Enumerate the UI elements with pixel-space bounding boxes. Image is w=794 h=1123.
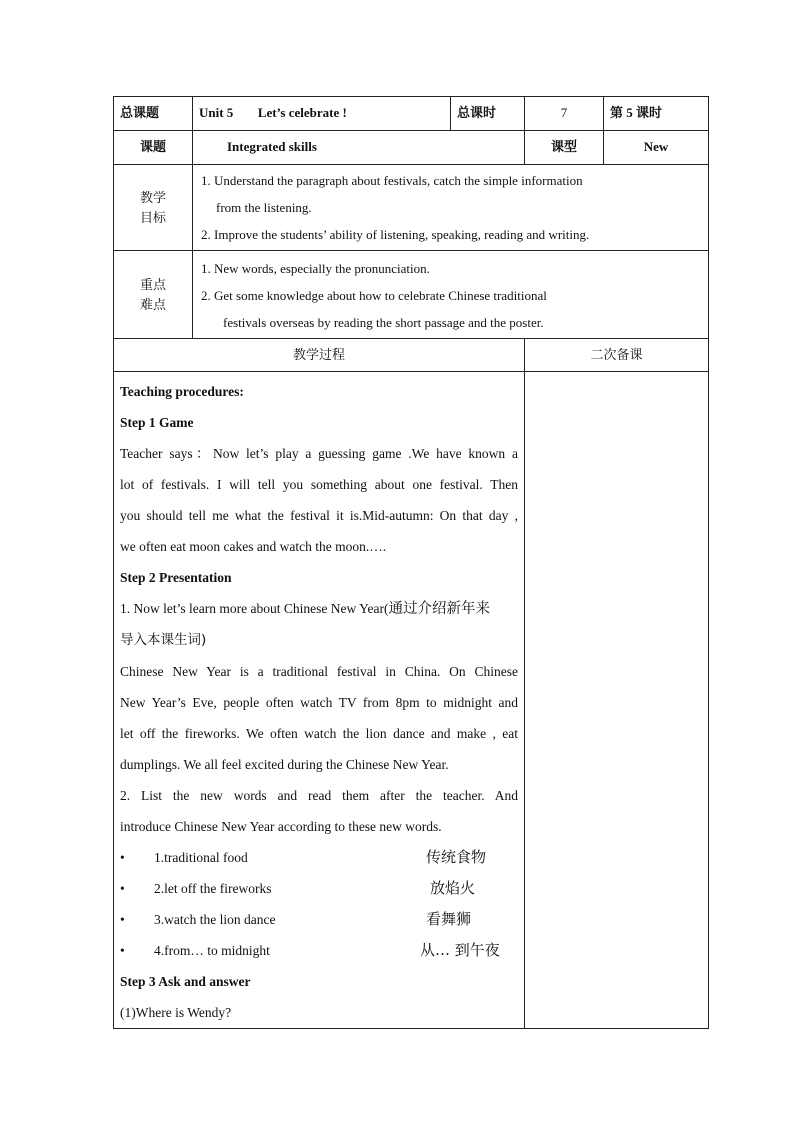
process-content	[114, 372, 525, 1029]
passage-line: New Year’s Eve, people often watch TV from 8pm to midnight and	[120, 695, 518, 710]
vocab-chinese: 看舞狮	[426, 909, 472, 928]
vocab-item	[120, 842, 518, 873]
objectives-label-line-1: 教学	[139, 189, 166, 205]
passage-line: let off the fireworks. We often watch the lion dance and make , eat	[120, 726, 518, 741]
step-1-line: lot of festivals. I will tell you something about one festival. Then	[120, 477, 518, 492]
bullet-icon: •	[120, 849, 125, 865]
notes-label: 二次备课	[525, 339, 709, 372]
topic-label: 课题	[114, 131, 193, 165]
step-2-title: Step 2 Presentation	[120, 570, 232, 585]
bullet-icon: •	[120, 880, 125, 896]
period-label: 第 5 课时	[604, 97, 709, 131]
step-1-line: you should tell me what the festival it is.Mid-autumn: On that day ,	[120, 508, 518, 523]
passage-line: dumplings. We all feel excited during the Chinese New Year.	[120, 757, 449, 772]
key-point-item-2-cont: festivals overseas by reading the short passage and the poster.	[223, 315, 544, 330]
step-3-title: Step 3 Ask and answer	[120, 974, 251, 989]
objectives-label-line-2: 目标	[139, 209, 166, 225]
vocab-chinese: 传统食物	[426, 847, 487, 866]
step-2-item-1	[120, 593, 518, 625]
unit-title-cell	[193, 97, 451, 131]
step-1-line: we often eat moon cakes and watch the moon.….	[120, 539, 387, 554]
vocab-english: 2.let off the fireworks	[154, 880, 272, 896]
objectives-content	[193, 165, 709, 251]
total-hours-value: 7	[525, 97, 604, 131]
vocab-item	[120, 904, 518, 935]
vocab-chinese: 从… 到午夜	[420, 940, 500, 959]
step-2-item-1-zh: 通过介绍新年来	[388, 601, 490, 617]
step-2-item-2-line: 2. List the new words and read them after the teacher. And	[120, 788, 518, 803]
objective-item-1: 1. Understand the paragraph about festivals, catch the simple information	[201, 173, 583, 188]
objective-item-2: 2. Improve the students’ ability of listening, speaking, reading and writing.	[201, 227, 590, 242]
objectives-row	[114, 165, 709, 251]
key-points-label-line-2: 难点	[139, 296, 166, 312]
step-2-item-2-line: introduce Chinese New Year according to these new words.	[120, 819, 442, 834]
header-row-2	[114, 131, 709, 165]
key-points-content	[193, 251, 709, 339]
process-header-row	[114, 339, 709, 372]
key-points-label-line-1: 重点	[139, 276, 166, 292]
header-row-1	[114, 97, 709, 131]
bullet-icon: •	[120, 942, 125, 958]
lesson-plan-table	[113, 96, 709, 1029]
step-1-title: Step 1 Game	[120, 415, 194, 430]
objective-item-1-cont: from the listening.	[216, 200, 312, 215]
vocab-english: 3.watch the lion dance	[154, 911, 276, 927]
vocab-english: 1.traditional food	[154, 849, 248, 865]
vocab-english: 4.from… to midnight	[154, 942, 270, 958]
bullet-icon: •	[120, 911, 125, 927]
type-value: New	[604, 131, 709, 165]
step-2-item-1-en: 1. Now let’s learn more about Chinese New Year(	[120, 601, 389, 616]
unit-number: Unit 5	[199, 105, 234, 121]
process-body-row	[114, 372, 709, 1029]
unit-title-label: 总课题	[114, 97, 193, 131]
passage-line: Chinese New Year is a traditional festival in China. On Chinese	[120, 664, 518, 679]
step-2-item-1-zh-cont: 导入本课生词)	[120, 632, 207, 648]
key-point-item-1: 1. New words, especially the pronunciation.	[201, 261, 430, 276]
key-points-label	[114, 251, 193, 339]
key-points-row	[114, 251, 709, 339]
topic-value: Integrated skills	[193, 131, 525, 165]
vocab-chinese: 放焰火	[430, 878, 476, 897]
vocab-item	[120, 935, 518, 966]
type-label: 课型	[525, 131, 604, 165]
total-hours-label: 总课时	[451, 97, 525, 131]
step-3-question-1: (1)Where is Wendy?	[120, 1005, 232, 1020]
step-1-line: Teacher says：Now let’s play a guessing game .We have known a	[120, 446, 518, 461]
vocab-item	[120, 873, 518, 904]
notes-content	[525, 372, 709, 1029]
objectives-label	[114, 165, 193, 251]
key-point-item-2: 2. Get some knowledge about how to celebrate Chinese traditional	[201, 288, 547, 303]
procedures-heading: Teaching procedures:	[120, 384, 244, 399]
process-label: 教学过程	[114, 339, 525, 372]
unit-title: Let’s celebrate !	[257, 105, 347, 121]
